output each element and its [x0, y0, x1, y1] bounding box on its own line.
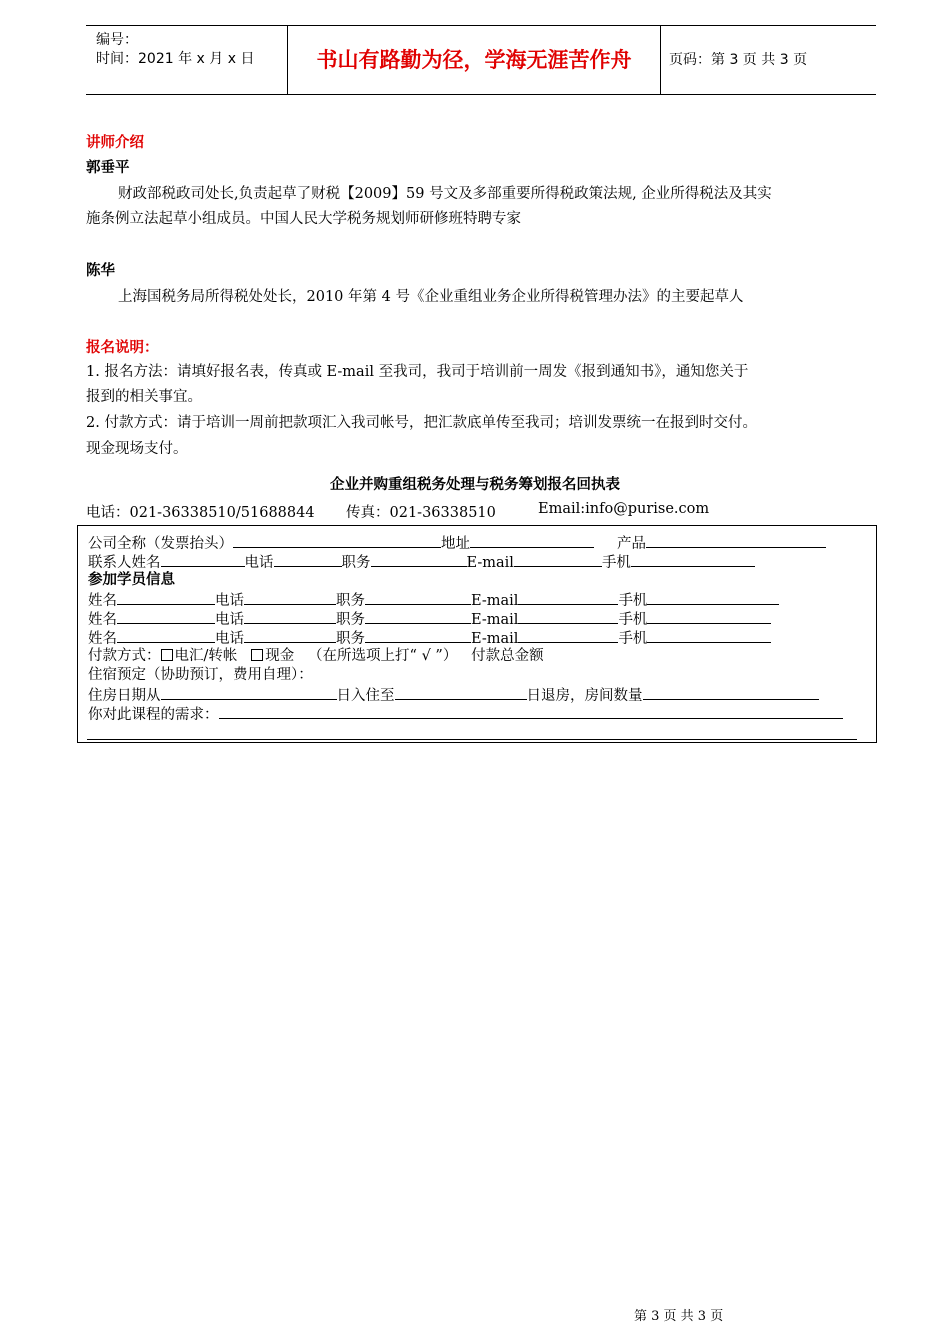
transfer-checkbox[interactable] — [161, 649, 173, 661]
document-header — [86, 25, 876, 95]
registration-form — [77, 525, 877, 743]
lodging-from-label: 住房日期从 — [88, 688, 161, 704]
contact-email: Email:info@purise.com — [538, 501, 710, 517]
position-label: 职务 — [336, 593, 365, 609]
name-field[interactable] — [117, 590, 215, 605]
registration-item: 1. 报名方法：请填好报名表，传真或 E-mail 至我司，我司于培训前一周发《报到通知书》，通知您关于 — [86, 364, 749, 380]
mobile-label: 手机 — [618, 612, 648, 628]
serial-label: 编号： — [96, 32, 138, 48]
tel-label: 电话 — [244, 555, 274, 571]
email-label: E-mail — [471, 631, 519, 647]
room-count-field[interactable] — [643, 685, 819, 700]
needs-label: 你对此课程的需求： — [88, 707, 219, 723]
lecturer-bio: 施条例立法起草小组成员。中国人民大学税务规划师研修班特聘专家 — [86, 211, 521, 227]
lecturer-bio: 上海国税务局所得税处处长，2010 年第 4 号《企业重组业务企业所得税管理办法》的主要起草人 — [118, 289, 744, 305]
position-field[interactable] — [365, 590, 471, 605]
lodging-checkout-label: 日退房，房间数量 — [526, 688, 643, 704]
mobile-field[interactable] — [647, 609, 771, 624]
mobile-field[interactable] — [647, 590, 779, 605]
name-label: 姓名 — [88, 631, 117, 647]
contact-name-label: 联系人姓名 — [88, 555, 161, 571]
payment-hint: （在所选项上打“ √ ”） — [308, 648, 458, 664]
form-row-contact — [88, 552, 755, 571]
address-field[interactable] — [470, 533, 594, 548]
payment-label: 付款方式： — [88, 648, 161, 664]
lodging-row — [88, 685, 819, 704]
registration-heading: 报名说明： — [86, 340, 159, 356]
tel-label: 电话 — [215, 631, 244, 647]
needs-field[interactable] — [219, 704, 843, 719]
contact-fax: 传真：021-36338510 — [346, 505, 496, 521]
attendee-row — [88, 628, 771, 647]
mobile-field[interactable] — [631, 552, 755, 567]
header-motto: 书山有路勤为径，学海无涯苦作舟 — [287, 26, 661, 94]
attendee-heading: 参加学员信息 — [88, 572, 175, 588]
checkin-date-field[interactable] — [161, 685, 337, 700]
lecturer-name: 郭垂平 — [86, 160, 130, 176]
payment-option-cash: 现金 — [265, 648, 295, 664]
attendee-row — [88, 609, 771, 628]
form-row-company — [88, 533, 826, 552]
lecturers-heading: 讲师介绍 — [86, 135, 144, 151]
position-field[interactable] — [371, 552, 467, 567]
payment-total-label: 付款总金额 — [471, 648, 544, 664]
tel-field[interactable] — [274, 552, 342, 567]
tel-field[interactable] — [244, 628, 336, 643]
product-label: 产品 — [617, 536, 647, 552]
cash-checkbox[interactable] — [251, 649, 263, 661]
name-field[interactable] — [117, 609, 215, 624]
name-field[interactable] — [117, 628, 215, 643]
email-label: E-mail — [471, 593, 519, 609]
tel-field[interactable] — [244, 590, 336, 605]
position-label: 职务 — [341, 555, 371, 571]
needs-field-line[interactable] — [87, 739, 857, 740]
lodging-checkin-label: 日入住至 — [336, 688, 395, 704]
registration-item: 报到的相关事宜。 — [86, 389, 202, 405]
form-title: 企业并购重组税务处理与税务筹划报名回执表 — [330, 477, 620, 493]
mobile-label: 手机 — [601, 555, 631, 571]
header-meta — [86, 26, 286, 94]
company-field[interactable] — [233, 533, 441, 548]
header-page-info: 页码：第 3 页 共 3 页 — [669, 52, 808, 68]
contact-name-field[interactable] — [161, 552, 245, 567]
product-field[interactable] — [646, 533, 826, 548]
contact-phone: 电话：021-36338510/51688844 — [86, 505, 315, 521]
payment-option-transfer: 电汇/转帐 — [174, 648, 238, 664]
lecturer-bio: 财政部税政司处长,负责起草了财税【2009】59 号文及多部重要所得税政策法规, 企业所得税法及其实 — [118, 186, 772, 202]
email-field[interactable] — [514, 552, 602, 567]
tel-field[interactable] — [244, 609, 336, 624]
mobile-label: 手机 — [618, 631, 648, 647]
company-label: 公司全称（发票抬头） — [88, 536, 233, 552]
email-field[interactable] — [518, 590, 618, 605]
attendee-row — [88, 590, 779, 609]
name-label: 姓名 — [88, 593, 117, 609]
email-label: E-mail — [466, 555, 514, 571]
email-label: E-mail — [471, 612, 519, 628]
page-footer: 第 3 页 共 3 页 — [634, 1309, 724, 1324]
email-field[interactable] — [518, 628, 618, 643]
checkout-date-field[interactable] — [395, 685, 527, 700]
needs-row — [88, 704, 843, 723]
address-label: 地址 — [441, 536, 470, 552]
name-label: 姓名 — [88, 612, 117, 628]
mobile-field[interactable] — [647, 628, 771, 643]
tel-label: 电话 — [215, 593, 244, 609]
email-field[interactable] — [518, 609, 618, 624]
position-label: 职务 — [336, 612, 365, 628]
lodging-label: 住宿预定（协助预订，费用自理）： — [88, 667, 313, 683]
registration-item: 2. 付款方式：请于培训一周前把款项汇入我司帐号，把汇款底单传至我司；培训发票统一在报到时交付。 — [86, 415, 757, 431]
time-label: 时间：2021 年 x 月 x 日 — [96, 51, 255, 67]
mobile-label: 手机 — [618, 593, 648, 609]
position-field[interactable] — [365, 609, 471, 624]
payment-row — [88, 647, 544, 666]
position-label: 职务 — [336, 631, 365, 647]
lecturer-name: 陈华 — [86, 263, 115, 279]
registration-item: 现金现场支付。 — [86, 441, 188, 457]
tel-label: 电话 — [215, 612, 244, 628]
position-field[interactable] — [365, 628, 471, 643]
